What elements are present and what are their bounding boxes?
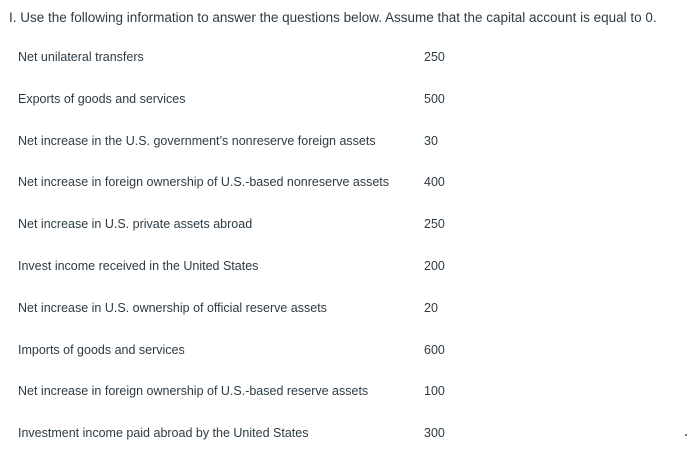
- table-row: [18, 46, 478, 88]
- table-row: [18, 339, 478, 381]
- row-label: Net increase in U.S. ownership of official reserve assets: [18, 300, 327, 315]
- row-label: Imports of goods and services: [18, 342, 185, 357]
- row-label: Invest income received in the United States: [18, 258, 259, 273]
- row-label: Net unilateral transfers: [18, 50, 144, 64]
- table-row: [18, 171, 478, 213]
- row-label: Net increase in the U.S. government’s nonreserve foreign assets: [18, 133, 376, 148]
- row-value: 30: [424, 133, 438, 148]
- table-row: [18, 130, 478, 172]
- row-label: Exports of goods and services: [18, 91, 186, 106]
- table-row: [18, 255, 478, 297]
- row-label: Investment income paid abroad by the United States: [18, 426, 309, 441]
- row-label: Net increase in U.S. private assets abroad: [18, 217, 253, 232]
- row-value: 500: [424, 91, 445, 106]
- table-row: [18, 422, 478, 464]
- row-label: Net increase in foreign ownership of U.S.-based reserve assets: [18, 384, 369, 399]
- row-value: 600: [424, 342, 445, 357]
- row-value: 250: [424, 50, 445, 64]
- question-prompt: I. Use the following information to answer the questions below. Assume that the capital account is equal to 0.: [9, 10, 657, 25]
- row-value: 250: [424, 217, 445, 232]
- table-row: [18, 213, 478, 255]
- table-row: [18, 380, 478, 422]
- row-value: 20: [424, 300, 438, 315]
- decorative-dot: [685, 434, 687, 436]
- row-label: Net increase in foreign ownership of U.S.-based nonreserve assets: [18, 175, 390, 190]
- row-value: 400: [424, 175, 445, 190]
- balance-of-payments-table: [18, 46, 478, 464]
- table-row: [18, 297, 478, 339]
- row-value: 200: [424, 258, 445, 273]
- row-value: 100: [424, 384, 445, 399]
- row-value: 300: [424, 426, 445, 441]
- table-row: [18, 88, 478, 130]
